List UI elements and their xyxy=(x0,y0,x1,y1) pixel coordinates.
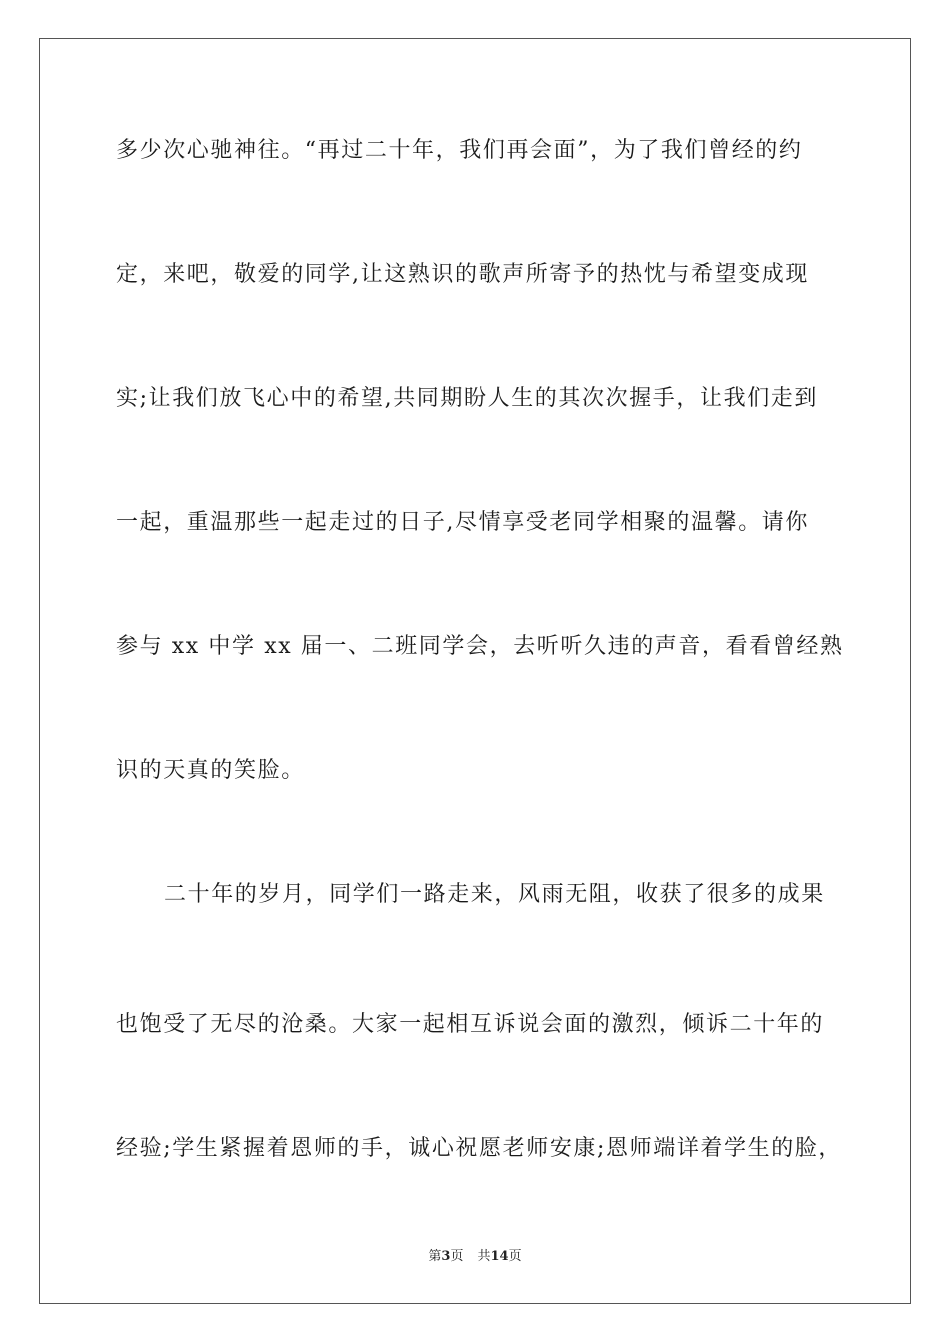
paragraph-first-line: 二十年的岁月，同学们一路走来，风雨无阻，收获了很多的成果 xyxy=(164,882,825,907)
total-suffix: 页 xyxy=(508,1249,522,1264)
page-prefix: 第 xyxy=(428,1249,442,1264)
body-text-line: 也饱受了无尽的沧桑。大家一起相互诉说会面的激烈，倾诉二十年的 xyxy=(116,1012,825,1037)
page-suffix: 页 xyxy=(450,1249,464,1264)
page-footer xyxy=(0,1248,950,1266)
body-text-line: 识的天真的笑脸。 xyxy=(116,758,305,783)
body-text-line: 定，来吧，敬爱的同学,让这熟识的歌声所寄予的热忱与希望变成现 xyxy=(116,262,809,287)
body-text-line: 实;让我们放飞心中的希望,共同期盼人生的其次次握手，让我们走到 xyxy=(116,386,819,411)
body-text-line: 经验;学生紧握着恩师的手，诚心祝愿老师安康;恩师端详着学生的脸， xyxy=(116,1136,843,1161)
page-number: 3 xyxy=(441,1249,451,1264)
total-prefix: 共 xyxy=(477,1249,491,1264)
total-pages: 14 xyxy=(490,1249,509,1264)
body-text-line: 多少次心驰神往。“再过二十年，我们再会面”，为了我们曾经的约 xyxy=(116,138,803,163)
body-text-line: 参与 xx 中学 xx 届一、二班同学会，去听听久违的声音，看看曾经熟 xyxy=(116,634,844,659)
body-text-line: 一起，重温那些一起走过的日子,尽情享受老同学相聚的温馨。请你 xyxy=(116,510,809,535)
page-border xyxy=(39,38,911,1304)
